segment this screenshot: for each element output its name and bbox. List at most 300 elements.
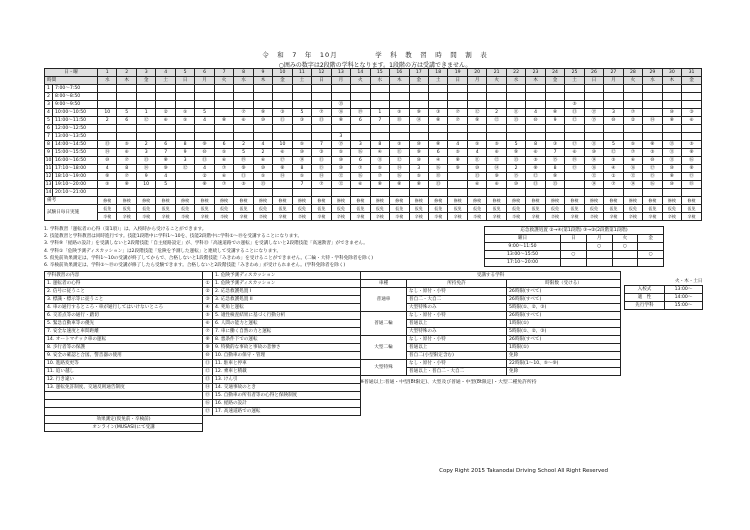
emergency-mark (612, 259, 638, 267)
lesson-cell (214, 93, 233, 101)
time-header: 時間 (45, 77, 98, 85)
lesson-cell: ⑧ (370, 181, 389, 189)
lesson-cell: ⑫ (175, 165, 194, 173)
lesson-cell: 4 (195, 165, 214, 173)
subject-left: 3. 標識・標示等に従うこと (45, 296, 203, 304)
lesson-cell: ⑪ (312, 157, 331, 165)
lesson-cell: ⑯ (643, 181, 662, 189)
subject-number: ⑤ (203, 312, 213, 320)
stamp-cell: 卒検 (117, 213, 136, 221)
lesson-cell: ⑬ (98, 141, 117, 149)
period-number: 7 (45, 133, 53, 141)
lesson-cell: ⑮ (584, 117, 603, 125)
lesson-cell (331, 125, 350, 133)
note-line: 4. 学科①「危険予測ディスカッション」は2段階技能「危険を予測した運転」と連続して受講することになります。 (44, 248, 282, 254)
weekday-header: 火 (487, 77, 506, 85)
lesson-cell (312, 93, 331, 101)
lesson-cell (604, 125, 623, 133)
lesson-cell: ⑰ (643, 165, 662, 173)
lesson-cell: 7 (545, 149, 564, 157)
day-header: 27 (604, 69, 623, 77)
lesson-cell (662, 101, 681, 109)
lesson-cell (292, 189, 311, 197)
lesson-cell: 3 (331, 133, 350, 141)
lesson-cell (506, 133, 525, 141)
lesson-cell (428, 101, 447, 109)
lesson-cell: 4 (448, 141, 467, 149)
weekday-header: 金 (409, 77, 428, 85)
lesson-cell: ⑭ (273, 173, 292, 181)
lesson-cell (234, 189, 253, 197)
lesson-cell (623, 85, 642, 93)
period-row (45, 141, 702, 149)
lesson-cell (156, 93, 175, 101)
lesson-cell (565, 189, 584, 197)
lesson-cell (448, 101, 467, 109)
stamp-cell: 修検 (195, 197, 214, 205)
lesson-cell: 2 (506, 165, 525, 173)
lesson-cell (526, 189, 545, 197)
lesson-cell: ⑫ (467, 109, 486, 117)
lesson-cell: ⑧ (428, 117, 447, 125)
lesson-cell: ⑩ (253, 117, 272, 125)
weekday-header: 月 (467, 77, 486, 85)
lesson-cell (156, 189, 175, 197)
lesson-cell: ⑭ (643, 117, 662, 125)
stamp-cell: 仮免 (487, 205, 506, 213)
lesson-cell (448, 85, 467, 93)
note-line: 3. 学科⑨「経路の設計」を受講しないと2段階技能「自主経路設定」が、学科⑬「高速道路での運転」を受講しないと2段階技能「高速教習」ができません。 (44, 241, 368, 247)
lesson-cell: ⑬ (136, 157, 155, 165)
lesson-cell (545, 133, 564, 141)
emergency-mark: ○ (612, 243, 638, 251)
emergency-time: 9:00〜11:50 (485, 243, 561, 251)
lesson-cell (214, 125, 233, 133)
subject-left: 10. 進路変更等 (45, 360, 203, 368)
lesson-cell (565, 181, 584, 189)
stamp-cell: 卒検 (487, 213, 506, 221)
lesson-cell (584, 125, 603, 133)
lesson-cell: ⑦ (448, 117, 467, 125)
lesson-cell: ⑨ (506, 149, 525, 157)
lesson-cell: ⑨ (195, 141, 214, 149)
lesson-cell (136, 85, 155, 93)
stamp-cell: 卒検 (428, 213, 447, 221)
license-held: 普自二・大自二 (407, 296, 507, 304)
emergency-mark (638, 259, 664, 267)
lesson-cell: ⑩ (467, 165, 486, 173)
stamp-cell: 修検 (545, 197, 564, 205)
lesson-cell (428, 125, 447, 133)
lesson-cell (506, 101, 525, 109)
lesson-cell: ⑧ (117, 181, 136, 189)
day-header: 17 (409, 69, 428, 77)
subject-number: ⑧ (203, 336, 213, 344)
hours-label: 火・木・土日 (674, 279, 703, 284)
weekday-header: 木 (390, 77, 409, 85)
lesson-cell (175, 173, 194, 181)
subject-right: 16. 経路の設計 (213, 400, 361, 408)
weekday-header: 水 (234, 77, 253, 85)
period-number: 11 (45, 166, 52, 171)
emergency-mark (586, 251, 612, 259)
day-header: 30 (662, 69, 681, 77)
lesson-cell: ⑫ (623, 173, 642, 181)
lesson-cell (487, 101, 506, 109)
lesson-cell (234, 133, 253, 141)
lesson-cell (253, 93, 272, 101)
lesson-cell (506, 93, 525, 101)
lesson-cell: ⑩ (409, 157, 428, 165)
day-header: 29 (643, 69, 662, 77)
lesson-cell (409, 125, 428, 133)
lesson-cell: ⑪ (662, 157, 681, 165)
stamp-cell: 仮免 (682, 205, 702, 213)
stamp-cell: 卒検 (623, 213, 642, 221)
lesson-cell: ⑧ (331, 117, 350, 125)
emergency-time: 13:00〜15:50 (485, 251, 561, 259)
stamp-cell: 仮免 (214, 205, 233, 213)
emergency-mark: ○ (586, 243, 612, 251)
subject-number: ⑬ (203, 376, 213, 384)
lesson-cell (175, 93, 194, 101)
lesson-cell (292, 85, 311, 93)
weekday-header: 金 (682, 77, 702, 85)
subject-right: 9. 特徴的な事故と事故の悲惨さ (213, 344, 361, 352)
weekday-header: 月 (195, 77, 214, 85)
day-header: 22 (506, 69, 525, 77)
lesson-cell: ⑨ (467, 117, 486, 125)
lesson-cell (292, 93, 311, 101)
lesson-cell: 2 (253, 149, 272, 157)
lesson-cell (526, 85, 545, 93)
weekday-header: 土 (428, 77, 447, 85)
lesson-cell: 8 (292, 165, 311, 173)
lesson-cell (428, 85, 447, 93)
lesson-cell: ⑲ (351, 109, 370, 117)
weekday-label: 曜日 (485, 235, 561, 243)
stamp-cell: 仮免 (604, 205, 623, 213)
lesson-cell (98, 133, 117, 141)
stamp-cell: 修検 (370, 197, 389, 205)
period-time: 8:00〜8:50 (53, 93, 98, 101)
hours-item: 入校式 (625, 286, 665, 294)
stamp-cell: 修検 (623, 197, 642, 205)
lesson-cell: ⑭ (584, 157, 603, 165)
lesson-cell (273, 101, 292, 109)
emergency-mark: ○ (561, 251, 587, 259)
lesson-cell: ③ (273, 109, 292, 117)
lesson-cell: ⑪ (506, 109, 525, 117)
period-row (45, 133, 702, 141)
lesson-cell (409, 93, 428, 101)
subject-left: 8. 歩行者等の保護 (45, 344, 203, 352)
lesson-cell (662, 93, 681, 101)
subject-right: 7. 車に働く自然の力と運転 (213, 328, 361, 336)
lesson-cell: ⑤ (467, 141, 486, 149)
subject-left: 1. 運転者の心得 (45, 280, 203, 288)
emergency-time: 17:10〜20:00 (485, 259, 561, 267)
emergency-day: 月 (586, 235, 612, 243)
lesson-cell (117, 125, 136, 133)
lesson-cell: ⑭ (409, 117, 428, 125)
lesson-cell (526, 125, 545, 133)
day-header: 16 (390, 69, 409, 77)
lesson-cell: ⑤ (175, 117, 194, 125)
day-header: 10 (273, 69, 292, 77)
period-time: 9:00〜9:50 (53, 101, 98, 109)
lesson-cell (584, 133, 603, 141)
stamp-cell: 卒検 (370, 213, 389, 221)
subjects-footer: 効果測定(仮免前・卒検前) (45, 416, 203, 424)
lesson-cell: ⑫ (584, 173, 603, 181)
subject-left: 13. 運転免許制度、交通反則通告制度 (45, 384, 203, 392)
emergency-day: 日 (561, 235, 587, 243)
day-header: 9 (253, 69, 272, 77)
license-hours: 26時限(すべて) (507, 288, 621, 296)
lesson-cell: 5 (506, 141, 525, 149)
subject-number: ④ (203, 304, 213, 312)
lesson-cell (136, 125, 155, 133)
lesson-cell (331, 189, 350, 197)
license-col-type: 車種 (361, 280, 407, 288)
stamp-cell: 仮免 (584, 205, 603, 213)
lesson-cell: 8 (117, 165, 136, 173)
lesson-cell: 6 (117, 117, 136, 125)
stamp-cell: 卒検 (273, 213, 292, 221)
subject-number: ⑰ (203, 408, 213, 416)
lesson-cell (409, 85, 428, 93)
stamp-cell: 仮免 (175, 205, 194, 213)
notes-block (44, 226, 373, 269)
stamp-cell: 修検 (467, 197, 486, 205)
stamp-cell: 修検 (156, 197, 175, 205)
stamp-cell: 修検 (506, 197, 525, 205)
lesson-cell: ⑨ (234, 165, 253, 173)
stamp-cell: 修検 (234, 197, 253, 205)
lesson-cell: ⑭ (312, 173, 331, 181)
lesson-cell: ⑰ (565, 141, 584, 149)
subject-left: 9. 安全の確認と合図、警音器の使用 (45, 352, 203, 360)
lesson-cell (370, 125, 389, 133)
lesson-cell (643, 85, 662, 93)
lesson-cell (214, 109, 233, 117)
lesson-cell: ⑧ (545, 109, 564, 117)
lesson-cell: 4 (253, 141, 272, 149)
subjects-table (44, 271, 361, 432)
schedule-table (44, 68, 702, 221)
lesson-cell (584, 189, 603, 197)
lesson-cell: ⑧ (682, 149, 702, 157)
lesson-cell (175, 133, 194, 141)
lesson-cell (682, 189, 702, 197)
lesson-cell (623, 125, 642, 133)
subject-left: 5. 緊急自動車等の優先 (45, 320, 203, 328)
lesson-cell: ⑦ (604, 181, 623, 189)
lesson-cell (234, 85, 253, 93)
lesson-cell (175, 125, 194, 133)
license-header: 受講する学科 (361, 272, 621, 280)
stamp-cell: 修検 (409, 197, 428, 205)
lesson-cell: ⑤ (234, 181, 253, 189)
lesson-cell (662, 133, 681, 141)
lesson-cell: ⑧ (643, 141, 662, 149)
lesson-cell (292, 133, 311, 141)
stamp-cell: 仮免 (409, 205, 428, 213)
lesson-cell: 9 (136, 173, 155, 181)
stamp-cell: 修検 (253, 197, 272, 205)
subject-right: 2. 応急救護処置 I (213, 288, 361, 296)
lesson-cell (467, 93, 486, 101)
lesson-cell: ⑬ (312, 117, 331, 125)
lesson-cell: ⑥ (273, 149, 292, 157)
stamp-cell: 修検 (331, 197, 350, 205)
license-type: 大型二輪 (361, 336, 407, 360)
lesson-cell (467, 125, 486, 133)
stamp-cell: 卒検 (448, 213, 467, 221)
stamp-cell: 修検 (584, 197, 603, 205)
stamp-cell: 修検 (487, 197, 506, 205)
stamp-cell: 仮免 (643, 205, 662, 213)
lesson-cell: ⑫ (331, 173, 350, 181)
lesson-cell: 5 (604, 141, 623, 149)
license-footnote: ※普通以上:普通・中型(8t限定)、大型及び普通・中型(8t限定)・大型二種免許所持 (360, 380, 537, 385)
lesson-cell (98, 93, 117, 101)
lesson-cell: ⑥ (253, 157, 272, 165)
hours-item: 先行学科 (625, 302, 665, 310)
lesson-cell (467, 189, 486, 197)
period-number: 13 (45, 182, 52, 187)
lesson-cell (604, 133, 623, 141)
day-header: 3 (136, 69, 155, 77)
lesson-cell (604, 85, 623, 93)
lesson-cell (545, 85, 564, 93)
lesson-cell (351, 85, 370, 93)
lesson-cell (428, 189, 447, 197)
lesson-cell (643, 133, 662, 141)
lesson-cell: ⑬ (526, 181, 545, 189)
lesson-cell: 1 (136, 109, 155, 117)
stamp-cell: 修検 (662, 197, 681, 205)
lesson-cell: ③ (312, 149, 331, 157)
subjects-header-left: 学科教習の内容 (45, 272, 203, 280)
lesson-cell: 6 (351, 157, 370, 165)
lesson-cell: ⑦ (351, 165, 370, 173)
stamp-cell: 卒検 (98, 213, 117, 221)
lesson-cell (643, 93, 662, 101)
lesson-cell (253, 189, 272, 197)
lesson-cell (292, 125, 311, 133)
lesson-cell: ⑪ (273, 117, 292, 125)
period-row (45, 109, 702, 117)
stamp-cell: 仮免 (565, 205, 584, 213)
subjects-header-right: 1. 危険予測ディスカッション (213, 272, 361, 280)
lesson-cell: ④ (428, 157, 447, 165)
lesson-cell: ⑪ (370, 157, 389, 165)
lesson-cell: ⑥ (487, 181, 506, 189)
day-header: 6 (195, 69, 214, 77)
emergency-mark (612, 251, 638, 259)
stamp-cell: 修検 (175, 197, 194, 205)
license-held: 普通以上 (407, 344, 507, 352)
period-number: 10 (45, 158, 52, 163)
lesson-cell: ⑨ (156, 165, 175, 173)
period-row (45, 165, 702, 173)
subject-left: 12. 行き違い (45, 376, 203, 384)
lesson-cell: ⑧ (526, 165, 545, 173)
emergency-mark: ○ (638, 251, 664, 259)
lesson-cell: ⑩ (331, 157, 350, 165)
weekday-header: 金 (136, 77, 155, 85)
lesson-cell (273, 93, 292, 101)
lesson-cell (623, 189, 642, 197)
lesson-cell: ⑧ (195, 181, 214, 189)
lesson-cell: 1 (370, 109, 389, 117)
lesson-cell: ⑥ (234, 117, 253, 125)
day-header: 24 (545, 69, 564, 77)
stamp-cell: 修検 (604, 197, 623, 205)
stamp-cell: 卒検 (526, 213, 545, 221)
subject-left (45, 400, 203, 408)
period-row (45, 149, 702, 157)
stamp-cell: 卒検 (351, 213, 370, 221)
stamp-cell: 仮免 (234, 205, 253, 213)
weekday-header: 金 (545, 77, 564, 85)
weekday-header: 月 (331, 77, 350, 85)
weekday-header: 日 (448, 77, 467, 85)
lesson-cell: ⑤ (565, 101, 584, 109)
subject-number: ⑪ (203, 360, 213, 368)
lesson-cell (273, 181, 292, 189)
lesson-cell: ④ (604, 165, 623, 173)
stamp-cell: 卒検 (565, 213, 584, 221)
emergency-title: 応急救護処置 ②→④(第1段階) ③→②(2段階第1段階) (485, 227, 664, 235)
stamp-cell: 卒検 (253, 213, 272, 221)
lesson-cell (175, 101, 194, 109)
lesson-cell: ④ (370, 149, 389, 157)
lesson-cell (448, 125, 467, 133)
lesson-cell: ③ (292, 117, 311, 125)
day-header: 11 (292, 69, 311, 77)
subject-number: ⑨ (203, 344, 213, 352)
lesson-cell: ⑧ (214, 117, 233, 125)
lesson-cell: ⑪ (662, 149, 681, 157)
lesson-cell (156, 125, 175, 133)
subject-number: ③ (203, 296, 213, 304)
subject-number: ① (203, 280, 213, 288)
lesson-cell: ⑩ (662, 165, 681, 173)
lesson-cell (136, 93, 155, 101)
stamp-cell: 仮免 (370, 205, 389, 213)
period-time: 20:10〜21:00 (53, 189, 98, 197)
stamp-cell: 修検 (214, 197, 233, 205)
lesson-cell (467, 133, 486, 141)
lesson-cell (565, 93, 584, 101)
stamp-cell: 仮免 (331, 205, 350, 213)
lesson-cell: ⑧ (390, 181, 409, 189)
lesson-cell: ⑩ (506, 181, 525, 189)
lesson-cell: ⑯ (331, 109, 350, 117)
lesson-cell (156, 133, 175, 141)
lesson-cell: ⑭ (136, 165, 155, 173)
lesson-cell: ⑤ (604, 157, 623, 165)
lesson-cell: 4 (156, 173, 175, 181)
period-time: 10:00〜10:50 (53, 109, 98, 117)
lesson-cell (390, 85, 409, 93)
day-header: 26 (584, 69, 603, 77)
period-number: 1 (45, 85, 53, 93)
lesson-cell (195, 93, 214, 101)
